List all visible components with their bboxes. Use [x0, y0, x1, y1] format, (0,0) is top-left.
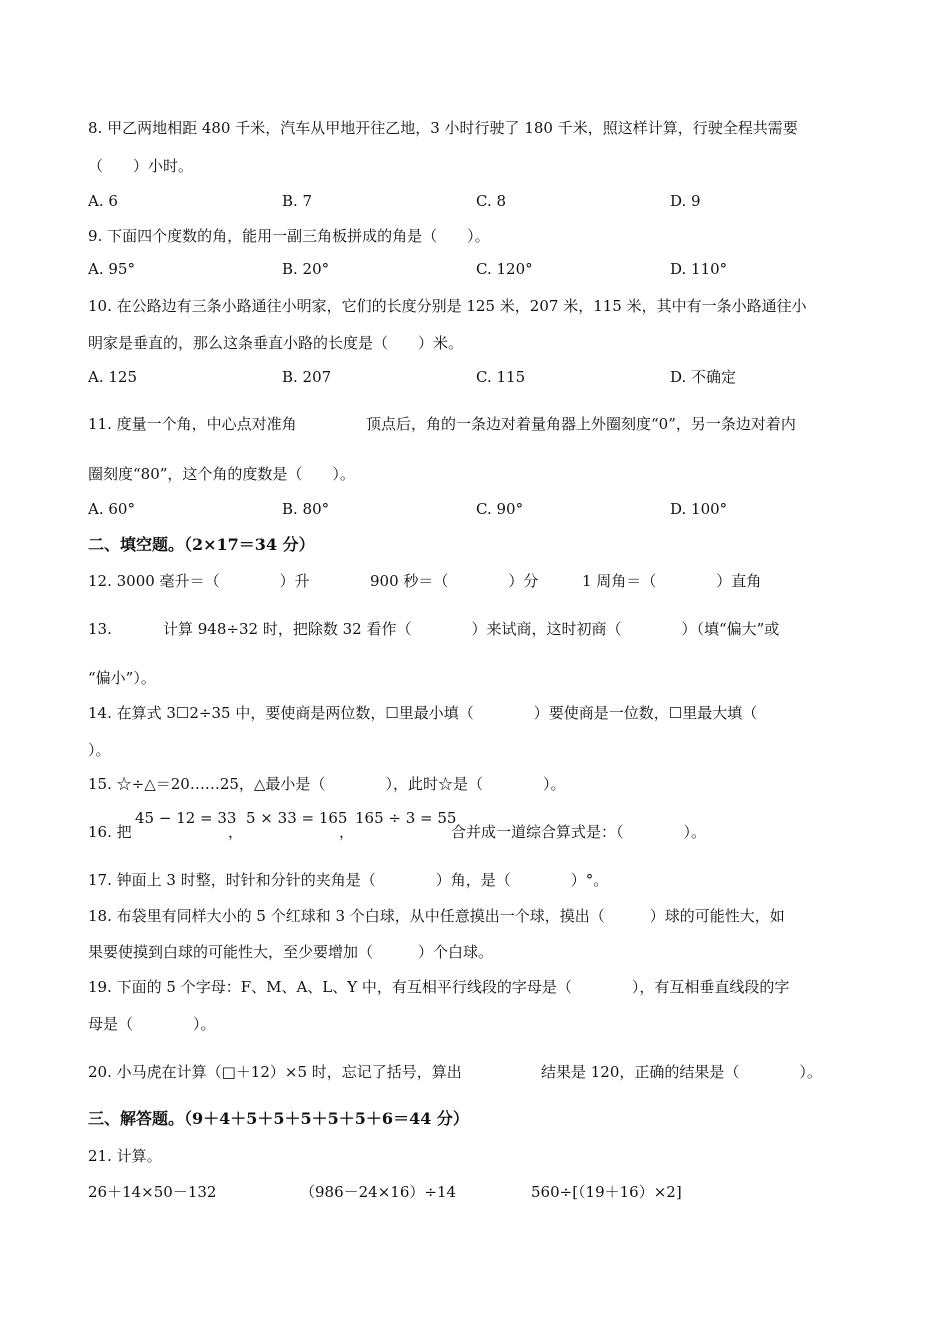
q11-line2: 圈刻度“80”，这个角的度数是（ ）。	[88, 465, 355, 483]
q16-formula-3: 165 ÷ 3 = 55	[355, 809, 457, 827]
q9-option-d: D. 110°	[670, 260, 728, 278]
q11-line1-part2: 顶点后，角的一条边对着量角器上外圈刻度“0”，另一条边对着内	[366, 415, 796, 433]
q8-option-b: B. 7	[282, 192, 313, 210]
q8-line1: 8. 甲乙两地相距 480 千米，汽车从甲地开往乙地，3 小时行驶了 180 千米，照这样计算，行驶全程共需要	[88, 119, 798, 137]
q21-expression-1: 26＋14×50－132	[88, 1183, 217, 1201]
q21-title: 21. 计算。	[88, 1147, 162, 1165]
q20-line1-part2: 结果是 120，正确的结果是（ ）。	[541, 1063, 822, 1081]
q17-line1: 17. 钟面上 3 时整，时针和分针的夹角是（ ）角，是（ ）°。	[88, 871, 609, 889]
q9-option-b: B. 20°	[282, 260, 330, 278]
section-answer-title: 三、解答题。（9＋4＋5＋5＋5＋5＋5＋6＝44 分）	[88, 1109, 469, 1128]
q20-line1-part1: 20. 小马虎在计算（□＋12）×5 时，忘记了括号，算出	[88, 1063, 462, 1081]
q10-line2: 明家是垂直的，那么这条垂直小路的长度是（ ）米。	[88, 334, 464, 352]
q16-formula-2: 5 × 33 = 165	[246, 809, 348, 827]
q19-line2: 母是（ ）。	[88, 1015, 216, 1033]
q8-option-d: D. 9	[670, 192, 701, 210]
q12-part1: 12. 3000 毫升＝（ ）升	[88, 572, 310, 590]
q8-option-c: C. 8	[476, 192, 507, 210]
q18-line2: 果要使摸到白球的可能性大，至少要增加（ ）个白球。	[88, 943, 494, 961]
q11-line1-part1: 11. 度量一个角，中心点对准角	[88, 415, 297, 433]
q12-part2: 900 秒＝（ ）分	[370, 572, 539, 590]
q16-formula-1: 45 − 12 = 33	[135, 809, 237, 827]
q16-suffix: 合并成一道综合算式是：（ ）。	[451, 823, 707, 841]
q21-expression-3: 560÷[（19＋16）×2]	[531, 1183, 682, 1201]
q9-option-c: C. 120°	[476, 260, 533, 278]
q19-line1: 19. 下面的 5 个字母：F、M、A、L、Y 中，有互相平行线段的字母是（ ），有互相垂直线段的字	[88, 978, 790, 996]
q11-option-a: A. 60°	[88, 500, 135, 518]
q16-separator-2: ，	[339, 823, 355, 841]
q13-number: 13.	[88, 620, 112, 638]
q13-line2: “偏小”）。	[88, 669, 156, 687]
q10-line1: 10. 在公路边有三条小路通往小明家，它们的长度分别是 125 米，207 米，115 米，其中有一条小路通往小	[88, 297, 807, 315]
q14-line1: 14. 在算式 3☐2÷35 中，要使商是两位数，☐里最小填（ ）要使商是一位数，☐里最大填（	[88, 704, 758, 722]
q8-line2: （ ）小时。	[88, 157, 194, 175]
q11-option-c: C. 90°	[476, 500, 524, 518]
q15-line1: 15. ☆÷△＝20……25，△最小是（ ），此时☆是（ ）。	[88, 775, 566, 793]
q16-separator-1: ，	[228, 823, 244, 841]
q10-option-c: C. 115	[476, 368, 526, 386]
q12-part3: 1 周角＝（ ）直角	[582, 572, 762, 590]
q11-option-d: D. 100°	[670, 500, 728, 518]
q18-line1: 18. 布袋里有同样大小的 5 个红球和 3 个白球，从中任意摸出一个球，摸出（ ）球的可能性大，如	[88, 907, 785, 925]
q9-line1: 9. 下面四个度数的角，能用一副三角板拼成的角是（ ）。	[88, 227, 490, 245]
q8-option-a: A. 6	[88, 192, 118, 210]
q16-prefix: 16. 把	[88, 823, 132, 841]
q11-option-b: B. 80°	[282, 500, 330, 518]
q10-option-a: A. 125	[88, 368, 137, 386]
q14-line2: ）。	[88, 741, 111, 759]
q9-option-a: A. 95°	[88, 260, 135, 278]
q10-option-b: B. 207	[282, 368, 332, 386]
q21-expression-2: （986－24×16）÷14	[300, 1183, 457, 1201]
q10-option-d: D. 不确定	[670, 368, 737, 386]
q13-line1: 计算 948÷32 时，把除数 32 看作（ ）来试商，这时初商（ ）（填“偏大”或	[163, 620, 780, 638]
section-fill-in-title: 二、填空题。（2×17＝34 分）	[88, 535, 315, 554]
